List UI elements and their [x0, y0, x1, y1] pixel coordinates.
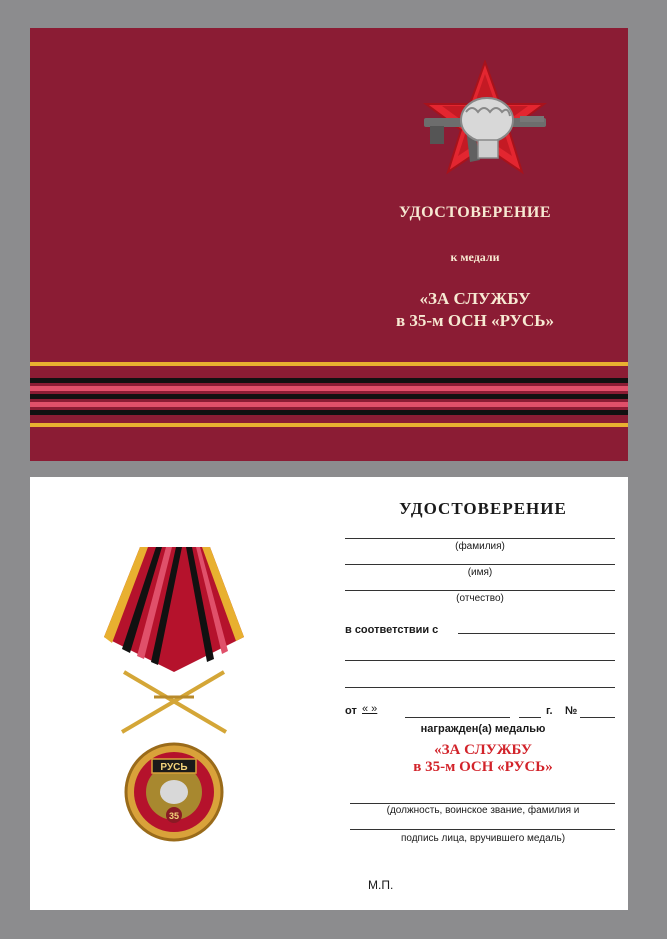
accordance-line-3[interactable]: [345, 687, 615, 688]
red-star-fist-rifle-icon: [420, 60, 550, 180]
ribbon-stripes: [30, 362, 628, 428]
accordance-label: в соответствии с: [345, 624, 439, 636]
inner-title: УДОСТОВЕРЕНИЕ: [399, 499, 567, 518]
accordance-line[interactable]: [458, 633, 615, 634]
patronymic-caption: (отчество): [456, 593, 504, 604]
stripe-pink: [30, 386, 628, 391]
stripe-black: [30, 394, 628, 399]
surname-caption: (фамилия): [455, 541, 505, 552]
certificate-cover: [30, 28, 628, 461]
number-line[interactable]: [580, 717, 615, 718]
signer-line-2[interactable]: [350, 829, 615, 830]
awarded-label: награжден(а) медалью: [420, 723, 546, 735]
name-line[interactable]: [345, 564, 615, 565]
signer-caption-2: подпись лица, вручившего медаль): [400, 833, 566, 844]
stripe-black: [30, 378, 628, 383]
surname-line[interactable]: [345, 538, 615, 539]
date-from-label: от: [345, 705, 357, 717]
signer-line[interactable]: [350, 803, 615, 804]
cover-award-line2: в 35-м ОСН «РУСЬ»: [395, 311, 555, 330]
date-month-line[interactable]: [405, 717, 510, 718]
name-caption: (имя): [467, 567, 493, 578]
inner-award-name: [345, 742, 621, 776]
inner-award-line2: в 35-м ОСН «РУСЬ»: [413, 759, 553, 775]
medal-image: [104, 547, 244, 892]
patronymic-line[interactable]: [345, 590, 615, 591]
date-year-line[interactable]: [519, 717, 541, 718]
stamp-place-label: М.П.: [368, 878, 394, 892]
cover-subtitle: к медали: [450, 250, 500, 264]
inner-award-line1: «ЗА СЛУЖБУ: [434, 742, 532, 758]
stripe-gold: [30, 362, 628, 366]
stripe-gold: [30, 423, 628, 427]
certificate-inner-page: [30, 477, 628, 910]
medal-number: 35: [168, 811, 180, 821]
cover-title: УДОСТОВЕРЕНИЕ: [398, 204, 552, 221]
accordance-line-2[interactable]: [345, 660, 615, 661]
number-label: №: [565, 705, 578, 717]
date-day-field[interactable]: « »: [362, 703, 378, 715]
signer-caption-1: (должность, воинское звание, фамилия и: [386, 805, 580, 816]
cover-award-line1: «ЗА СЛУЖБУ: [419, 289, 531, 308]
cover-award-name: [360, 288, 590, 332]
stripe-black: [30, 410, 628, 415]
medal-banner-text: РУСЬ: [160, 762, 188, 773]
year-label: г.: [546, 705, 553, 717]
stripe-pink: [30, 402, 628, 407]
